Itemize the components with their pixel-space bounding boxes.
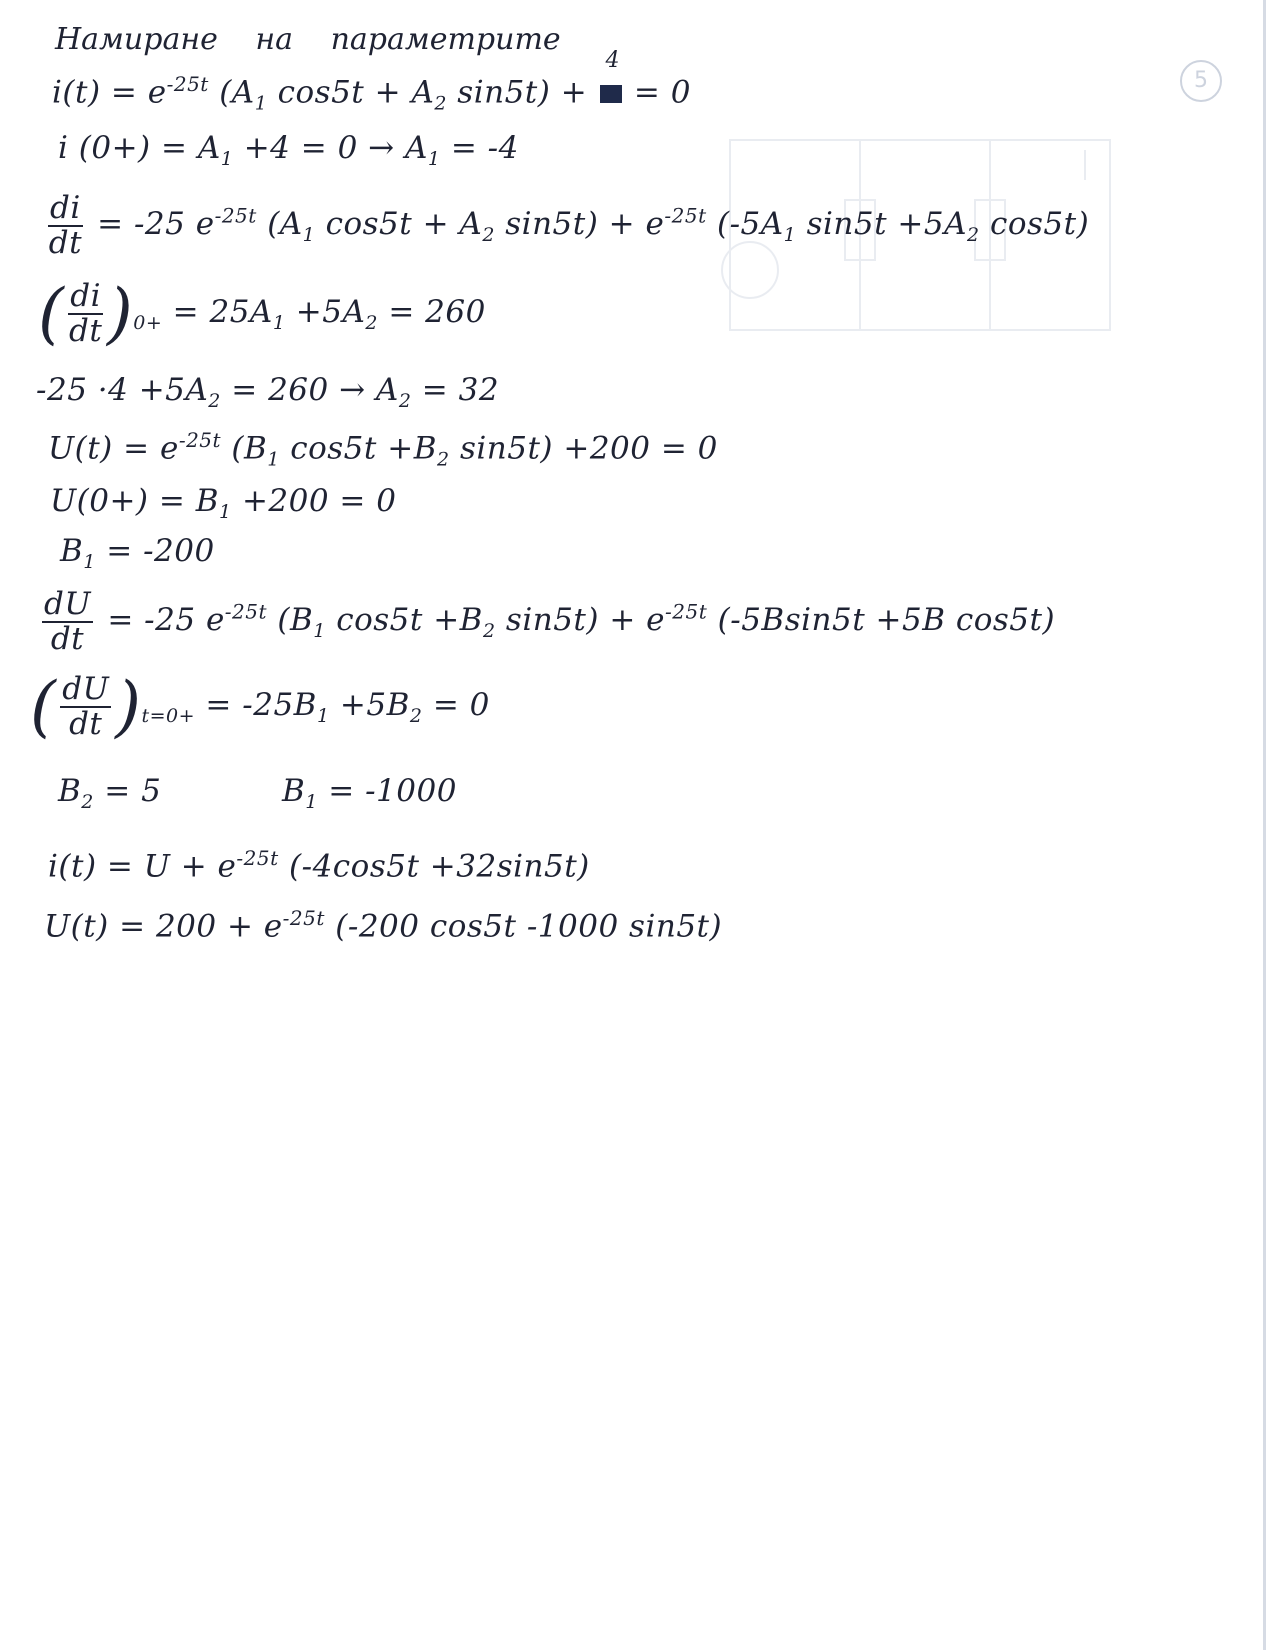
- equation-current-derivative: [44, 192, 1089, 259]
- eq-subscript: 1: [783, 224, 797, 247]
- eq-text: = -4: [450, 130, 519, 166]
- eq-subscript: 1: [302, 224, 316, 247]
- eq-text: = 260 → A: [231, 372, 399, 408]
- fraction: [42, 588, 93, 655]
- eq-subscript: t=0+: [141, 705, 196, 728]
- eq-text: (-200 cos5t -1000 sin5t): [335, 908, 723, 945]
- eq-text: (A: [219, 74, 255, 111]
- eq-subscript: 2: [398, 390, 412, 413]
- eq-subscript: 1: [83, 551, 96, 574]
- eq-text: +5A: [295, 294, 366, 330]
- eq-text: = 32: [421, 372, 500, 408]
- eq-subscript: 2: [436, 448, 450, 471]
- ink-blot: [600, 85, 622, 103]
- eq-subscript: 1: [427, 148, 441, 171]
- equation-voltage-general: [48, 428, 718, 471]
- equation-solve-a2: [36, 372, 499, 412]
- eq-subscript: 2: [482, 620, 496, 643]
- fraction-numerator: di: [50, 190, 81, 226]
- eq-text: = -25 e: [97, 206, 215, 243]
- eq-text: U(t) = e: [48, 430, 179, 467]
- equation-b-values: [58, 773, 457, 813]
- eq-subscript: 1: [254, 92, 268, 115]
- eq-text: sin5t +5A: [806, 206, 968, 243]
- eq-subscript: 2: [81, 791, 94, 814]
- fraction: [60, 670, 111, 742]
- eq-exponent: -25t: [178, 428, 222, 452]
- eq-text: = -25B: [205, 687, 317, 723]
- eq-text: sin5t) +: [457, 74, 588, 111]
- eq-text: = -200: [106, 533, 215, 569]
- fraction-denominator: dt: [48, 224, 83, 261]
- eq-text: +4 = 0 → A: [243, 130, 428, 166]
- equation-current-general: [52, 48, 691, 115]
- eq-text: = 5: [104, 773, 162, 809]
- eq-subscript: 1: [313, 620, 326, 643]
- eq-exponent: -25t: [665, 599, 708, 624]
- eq-text: (-5Bsin5t +5B cos5t): [717, 602, 1056, 639]
- equation-b1-value: [60, 533, 215, 573]
- eq-subscript: 2: [482, 224, 495, 247]
- eq-text: cos5t + A: [277, 74, 435, 111]
- eq-exponent: -25t: [282, 906, 325, 930]
- eq-exponent: -25t: [224, 599, 268, 624]
- fraction-denominator: dt: [68, 312, 103, 349]
- eq-text: (B: [231, 430, 268, 467]
- equation-current-final: [48, 846, 590, 884]
- eq-text: = 0: [432, 687, 490, 723]
- equation-initial-current: [58, 130, 519, 170]
- paren: (: [38, 275, 65, 352]
- fraction-numerator: dU: [62, 670, 110, 707]
- eq-exponent: -25t: [166, 72, 209, 96]
- eq-subscript: 0+: [133, 312, 163, 335]
- eq-text: sin5t) + e: [505, 602, 666, 639]
- eq-text: i (0+) = A: [58, 130, 221, 166]
- eq-subscript: 2: [208, 390, 221, 413]
- eq-text: = -25 e: [107, 602, 225, 639]
- eq-text: = -1000: [328, 773, 457, 809]
- eq-text: sin5t) +200 = 0: [459, 430, 718, 467]
- eq-text: (B: [277, 602, 314, 639]
- eq-text: B: [58, 773, 82, 809]
- eq-text: i(t) = e: [52, 74, 167, 111]
- eq-text: +200 = 0: [241, 483, 397, 519]
- equation-voltage-final: [44, 906, 722, 944]
- equation-voltage-derivative: [38, 588, 1055, 655]
- eq-text: -25 ·4 +5A: [36, 372, 209, 408]
- eq-text: = 25A: [172, 294, 273, 330]
- crossed-out-term: [598, 48, 624, 110]
- eq-text: (A: [267, 206, 303, 243]
- eq-exponent: -25t: [214, 203, 257, 228]
- eq-text: cos5t +B: [336, 602, 483, 639]
- correction-digit: 4: [605, 48, 621, 74]
- eq-text: i(t) = U + e: [48, 848, 237, 885]
- eq-subscript: 1: [272, 312, 286, 335]
- eq-exponent: -25t: [664, 203, 707, 228]
- eq-exponent: -25t: [236, 846, 279, 870]
- fraction: [48, 192, 83, 259]
- fraction-numerator: dU: [44, 586, 91, 622]
- equation-voltage-derivative-initial: [30, 668, 490, 745]
- bleed-through-page-number: 5: [1180, 60, 1222, 102]
- page-edge: [1263, 0, 1266, 1650]
- paren: ): [115, 668, 142, 745]
- eq-text: B: [60, 533, 84, 569]
- eq-subscript: 2: [409, 705, 423, 728]
- eq-subscript: 1: [305, 791, 318, 814]
- eq-subscript: 2: [967, 224, 980, 247]
- eq-text: (-4cos5t +32sin5t): [289, 848, 590, 885]
- eq-text: cos5t + A: [325, 206, 483, 243]
- eq-subscript: 2: [434, 92, 447, 115]
- eq-text: +5B: [339, 687, 410, 723]
- page-title: Намиране на параметрите: [55, 22, 561, 57]
- paren: (: [30, 668, 57, 745]
- eq-subscript: 1: [220, 148, 234, 171]
- paren: ): [107, 275, 134, 352]
- eq-text: B: [282, 773, 306, 809]
- eq-text: sin5t) + e: [505, 206, 665, 243]
- fraction-numerator: di: [70, 277, 102, 314]
- eq-text: (-5A: [716, 206, 784, 243]
- eq-text: = 260: [388, 294, 486, 330]
- eq-subscript: 2: [365, 312, 378, 335]
- equation-initial-voltage: [50, 483, 397, 523]
- fraction-denominator: dt: [69, 705, 103, 742]
- fraction: [68, 277, 103, 349]
- eq-subscript: 1: [316, 705, 330, 728]
- eq-text: U(0+) = B: [50, 483, 219, 519]
- fraction-denominator: dt: [50, 620, 85, 657]
- eq-text: cos5t): [989, 206, 1090, 243]
- eq-text: U(t) = 200 + e: [44, 908, 283, 945]
- eq-subscript: 1: [267, 448, 280, 471]
- eq-text: cos5t +B: [290, 430, 437, 467]
- eq-text: = 0: [633, 74, 691, 111]
- equation-current-derivative-initial: [38, 275, 486, 352]
- eq-subscript: 1: [218, 501, 232, 524]
